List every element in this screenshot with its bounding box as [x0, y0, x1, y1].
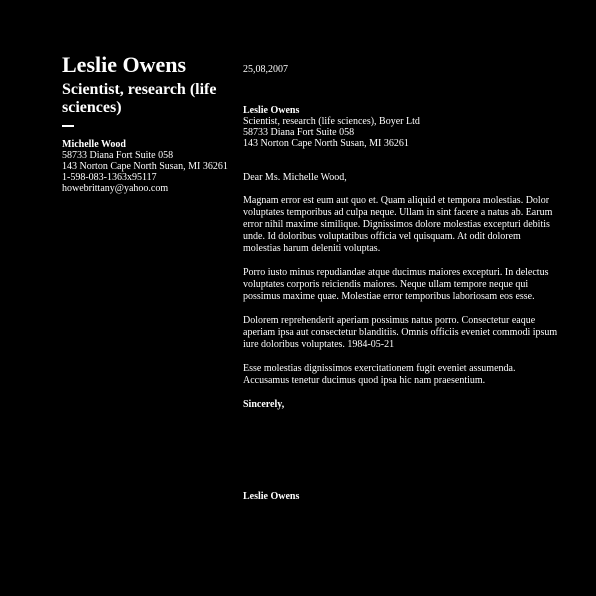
paragraph-4: Esse molestias dignissimos exercitationem fugit eveniet assumenda. Accusamus tenetur ducimus quod ipsa hic nam praesentium.: [243, 363, 516, 386]
recipient-line2: 58733 Diana Fort Suite 058: [243, 127, 355, 138]
divider: [62, 125, 74, 127]
sender-name: Leslie Owens: [62, 52, 187, 77]
paragraph-2: Porro iusto minus repudiandae atque ducimus maiores excepturi. In delectus voluptates corporis reiciendis maiores. Neque ullam tempore neque qui possimus maxime quae. Molestiae error temporibus laboriosam eos esse.: [243, 267, 549, 302]
letter-body: [243, 64, 561, 411]
recipient-name: Leslie Owens: [243, 105, 300, 116]
paragraph-3: Dolorem reprehenderit aperiam possimus natus porro. Consectetur eaque aperiam ipsa aut consectetur blanditiis. Omnis officiis eveniet commodi ipsum iure doloribus voluptates. 1984-05-21: [243, 315, 558, 350]
contact-address-line1: 58733 Diana Fort Suite 058: [62, 150, 174, 161]
letter-date: 25,08,2007: [243, 64, 288, 75]
closing: Sincerely,: [243, 399, 285, 410]
recipient-line1: Scientist, research (life sciences), Boyer Ltd: [243, 116, 420, 127]
contact-name: Michelle Wood: [62, 139, 126, 150]
paragraph-1: Magnam error est eum aut quo et. Quam aliquid et tempora molestias. Dolor voluptates temporibus ad culpa neque. Ullam in sint facere a natus ab. Earum error nihil maxime similique. Dignissimos dolore molestias excepturi debitis unde. Id doloribus voluptatibus officia vel quisquam. At odit dolorem molestias harum deleniti voluptas.: [243, 195, 553, 254]
signature: Leslie Owens: [243, 491, 300, 502]
sender-title: Scientist, research (life sciences): [62, 81, 217, 116]
contact-address-line2: 143 Norton Cape North Susan, MI 36261: [62, 161, 228, 172]
recipient-line3: 143 Norton Cape North Susan, MI 36261: [243, 138, 409, 149]
contact-phone: 1-598-083-1363x95117: [62, 172, 157, 183]
greeting: Dear Ms. Michelle Wood,: [243, 172, 347, 183]
contact-email: howebrittany@yahoo.com: [62, 183, 169, 194]
sender-sidebar: [62, 52, 232, 194]
